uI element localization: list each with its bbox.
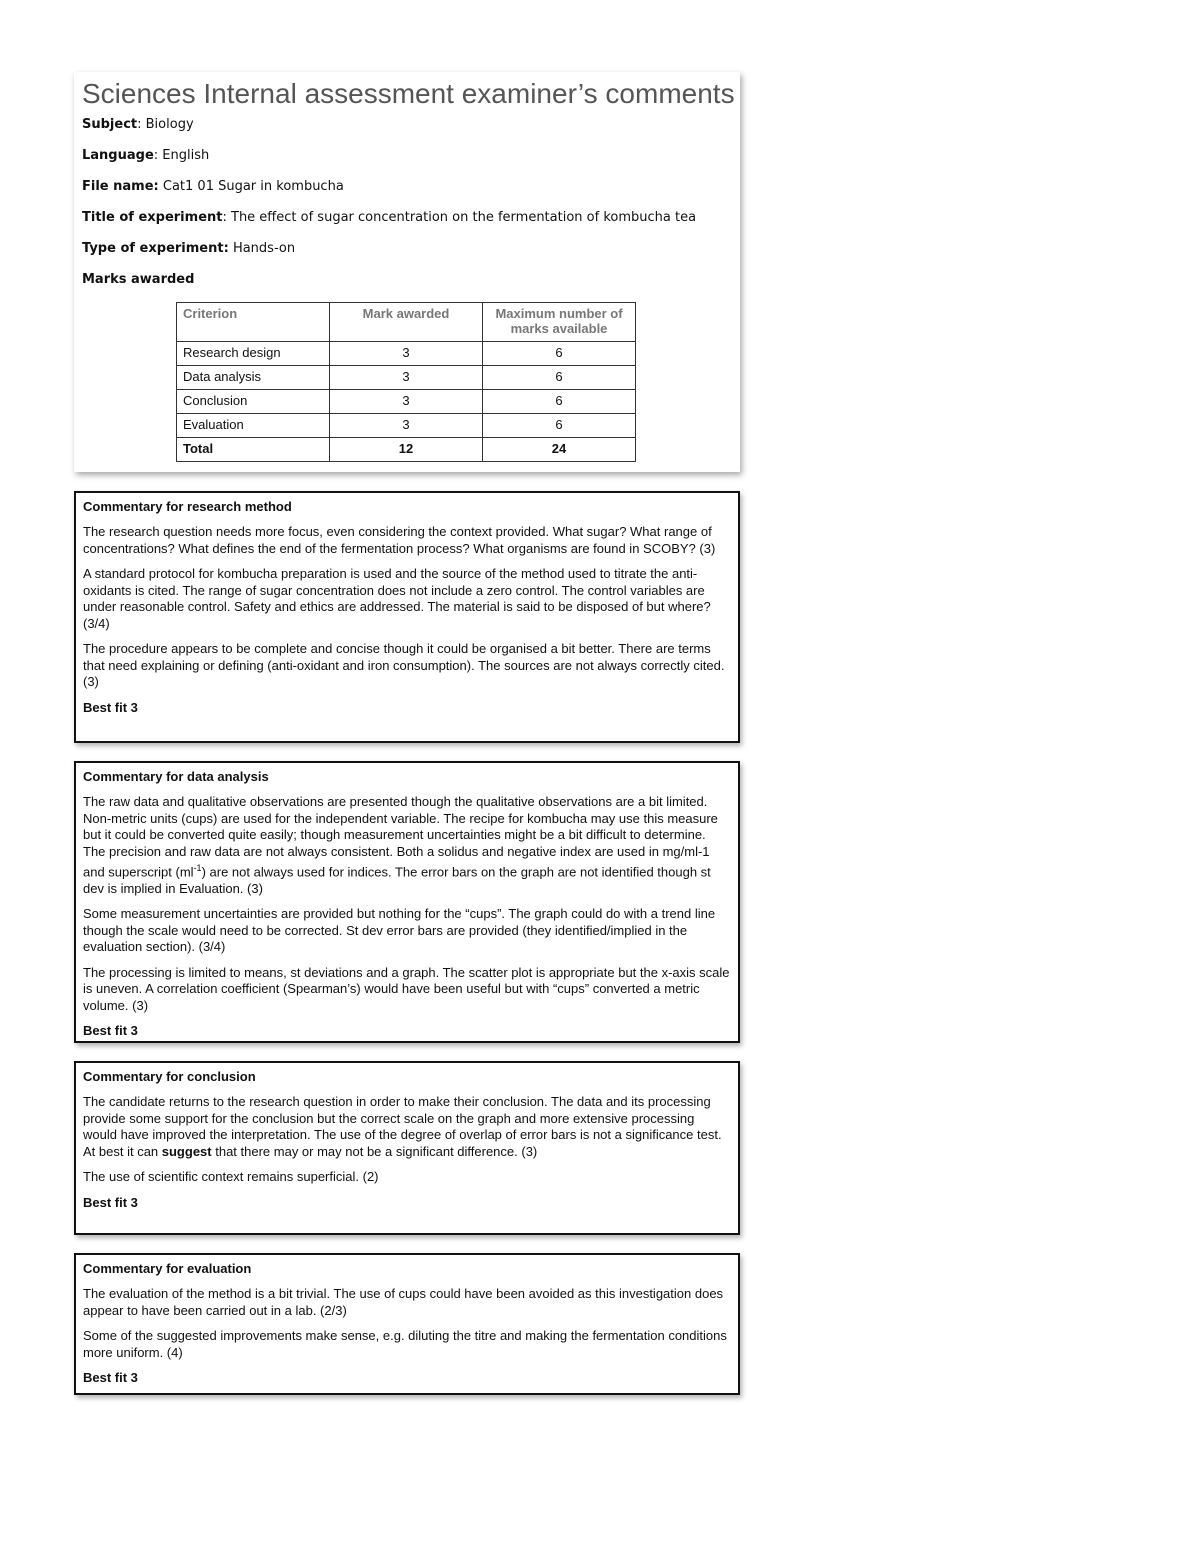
table-cell: Data analysis: [177, 366, 330, 390]
experiment-title-line: Title of experiment: The effect of sugar concentration on the fermentation of kombucha tea: [82, 210, 697, 225]
text-run: The raw data and qualitative observations are presented though the qualitative observations are a bit limited. Non-metric units (cups) are used for the independent variable. The recipe for kombucha may use this measure but it could be converted quite easily; though measurement uncertainties might be a bit difficult to determine. The precision and raw data are not always consistent. Both a solidus and negative index are used in mg/ml-1 and superscript (ml: [83, 794, 718, 880]
text-run: ) are not always used for indices. The error bars on the graph are not identified though st dev is implied in Evaluation. (3): [83, 864, 711, 896]
table-cell: 3: [330, 342, 483, 366]
table-cell: 24: [483, 438, 636, 462]
text-run: The candidate returns to the research question in order to make their conclusion. The data and its processing provide some support for the conclusion but the correct scale on the graph and more extensive processing would have improved the interpretation. The use of the degree of overlap of error bars is not a significance test. At best it can: [83, 1094, 722, 1159]
text-run: that there may or may not be a significant difference. (3): [211, 1143, 538, 1159]
table-cell: 3: [330, 414, 483, 438]
experiment-type-label: Type of experiment:: [82, 241, 229, 256]
commentary-paragraph: [83, 1094, 730, 1160]
experiment-title-label: Title of experiment: [82, 210, 223, 225]
experiment-title-value: The effect of sugar concentration on the fermentation of kombucha tea: [231, 210, 697, 225]
table-cell: Research design: [177, 342, 330, 366]
table-cell: 6: [483, 342, 636, 366]
best-fit-label: Best fit 3: [83, 699, 138, 715]
table-row: [177, 342, 636, 366]
page-title: Sciences Internal assessment examiner’s comments: [82, 78, 735, 109]
marks-table: [176, 302, 636, 462]
commentary-paragraph: The processing is limited to means, st deviations and a graph. The scatter plot is appropriate but the x-axis scale is uneven. A correlation coefficient (Spearman’s) would have been useful but with “cups” converted a metric volume. (3): [83, 964, 730, 1013]
table-cell: Total: [177, 438, 330, 462]
table-cell: 6: [483, 366, 636, 390]
table-cell: 3: [330, 366, 483, 390]
conclusion-commentary: [74, 1061, 740, 1235]
table-header-row: [177, 303, 636, 342]
section-heading: Commentary for research method: [83, 499, 292, 514]
table-cell: Conclusion: [177, 390, 330, 414]
commentary-paragraph: The use of scientific context remains superficial. (2): [83, 1169, 379, 1184]
column-header: Mark awarded: [330, 303, 483, 342]
subject-label: Subject: [82, 117, 138, 132]
emphasis: suggest: [161, 1143, 212, 1159]
best-fit-label: Best fit 3: [83, 1194, 138, 1210]
evaluation-commentary: [74, 1253, 740, 1395]
experiment-type-line: [82, 241, 295, 256]
commentary-paragraph: Some of the suggested improvements make sense, e.g. diluting the titre and making the fermentation conditions more uniform. (4): [83, 1328, 727, 1360]
table-cell: 12: [330, 438, 483, 462]
header-card: [74, 72, 740, 472]
file-name-value: Cat1 01 Sugar in kombucha: [162, 179, 344, 194]
experiment-type-value: Hands-on: [232, 241, 296, 256]
table-cell: 6: [483, 414, 636, 438]
column-header: Maximum number of marks available: [483, 303, 636, 342]
commentary-paragraph: Some measurement uncertainties are provided but nothing for the “cups”. The graph could do with a trend line though the scale would need to be corrected. St dev error bars are provided (they identified/implied in the evaluation section). (3/4): [83, 906, 716, 955]
section-heading: Commentary for data analysis: [83, 769, 269, 784]
table-cell: 6: [483, 390, 636, 414]
subject-value: Biology: [145, 117, 194, 132]
column-header: Criterion: [177, 303, 330, 342]
table-total-row: [177, 438, 636, 462]
section-heading: Commentary for conclusion: [83, 1069, 256, 1084]
language-line: Language: English: [82, 148, 210, 163]
commentary-paragraph: The evaluation of the method is a bit trivial. The use of cups could have been avoided as this investigation does appear to have been carried out in a lab. (2/3): [83, 1286, 724, 1318]
commentary-paragraph: A standard protocol for kombucha preparation is used and the source of the method used to titrate the anti-oxidants is cited. The range of sugar concentration does not include a zero control. The control variables are under reasonable control. Safety and ethics are addressed. The material is said to be disposed of but where? (3/4): [83, 566, 711, 631]
best-fit-label: Best fit 3: [83, 1370, 138, 1385]
language-value: English: [162, 148, 210, 163]
commentary-paragraph: The research question needs more focus, even considering the context provided. What sugar? What range of concentrations? What defines the end of the fermentation process? What organisms are found in SCOBY? (3): [83, 524, 716, 556]
commentary-paragraph: The procedure appears to be complete and concise though it could be organised a bit better. There are terms that need explaining or defining (anti-oxidant and iron consumption). The sources are not always correctly cited. (3): [83, 641, 725, 689]
research-method-commentary: [74, 491, 740, 743]
table-cell: 3: [330, 390, 483, 414]
marks-awarded-label: Marks awarded: [82, 272, 195, 287]
table-cell: Evaluation: [177, 414, 330, 438]
table-row: [177, 390, 636, 414]
language-label: Language: [82, 148, 154, 163]
table-row: [177, 366, 636, 390]
section-heading: Commentary for evaluation: [83, 1261, 252, 1276]
marks-awarded-line: [82, 272, 194, 287]
superscript: -1: [193, 863, 202, 873]
subject-line: Subject: Biology: [82, 117, 194, 132]
table-row: [177, 414, 636, 438]
file-name-line: [82, 179, 344, 194]
best-fit-label: Best fit 3: [83, 1023, 138, 1039]
data-analysis-commentary: [74, 761, 740, 1043]
commentary-paragraph: [83, 794, 730, 897]
file-name-label: File name:: [82, 179, 159, 194]
